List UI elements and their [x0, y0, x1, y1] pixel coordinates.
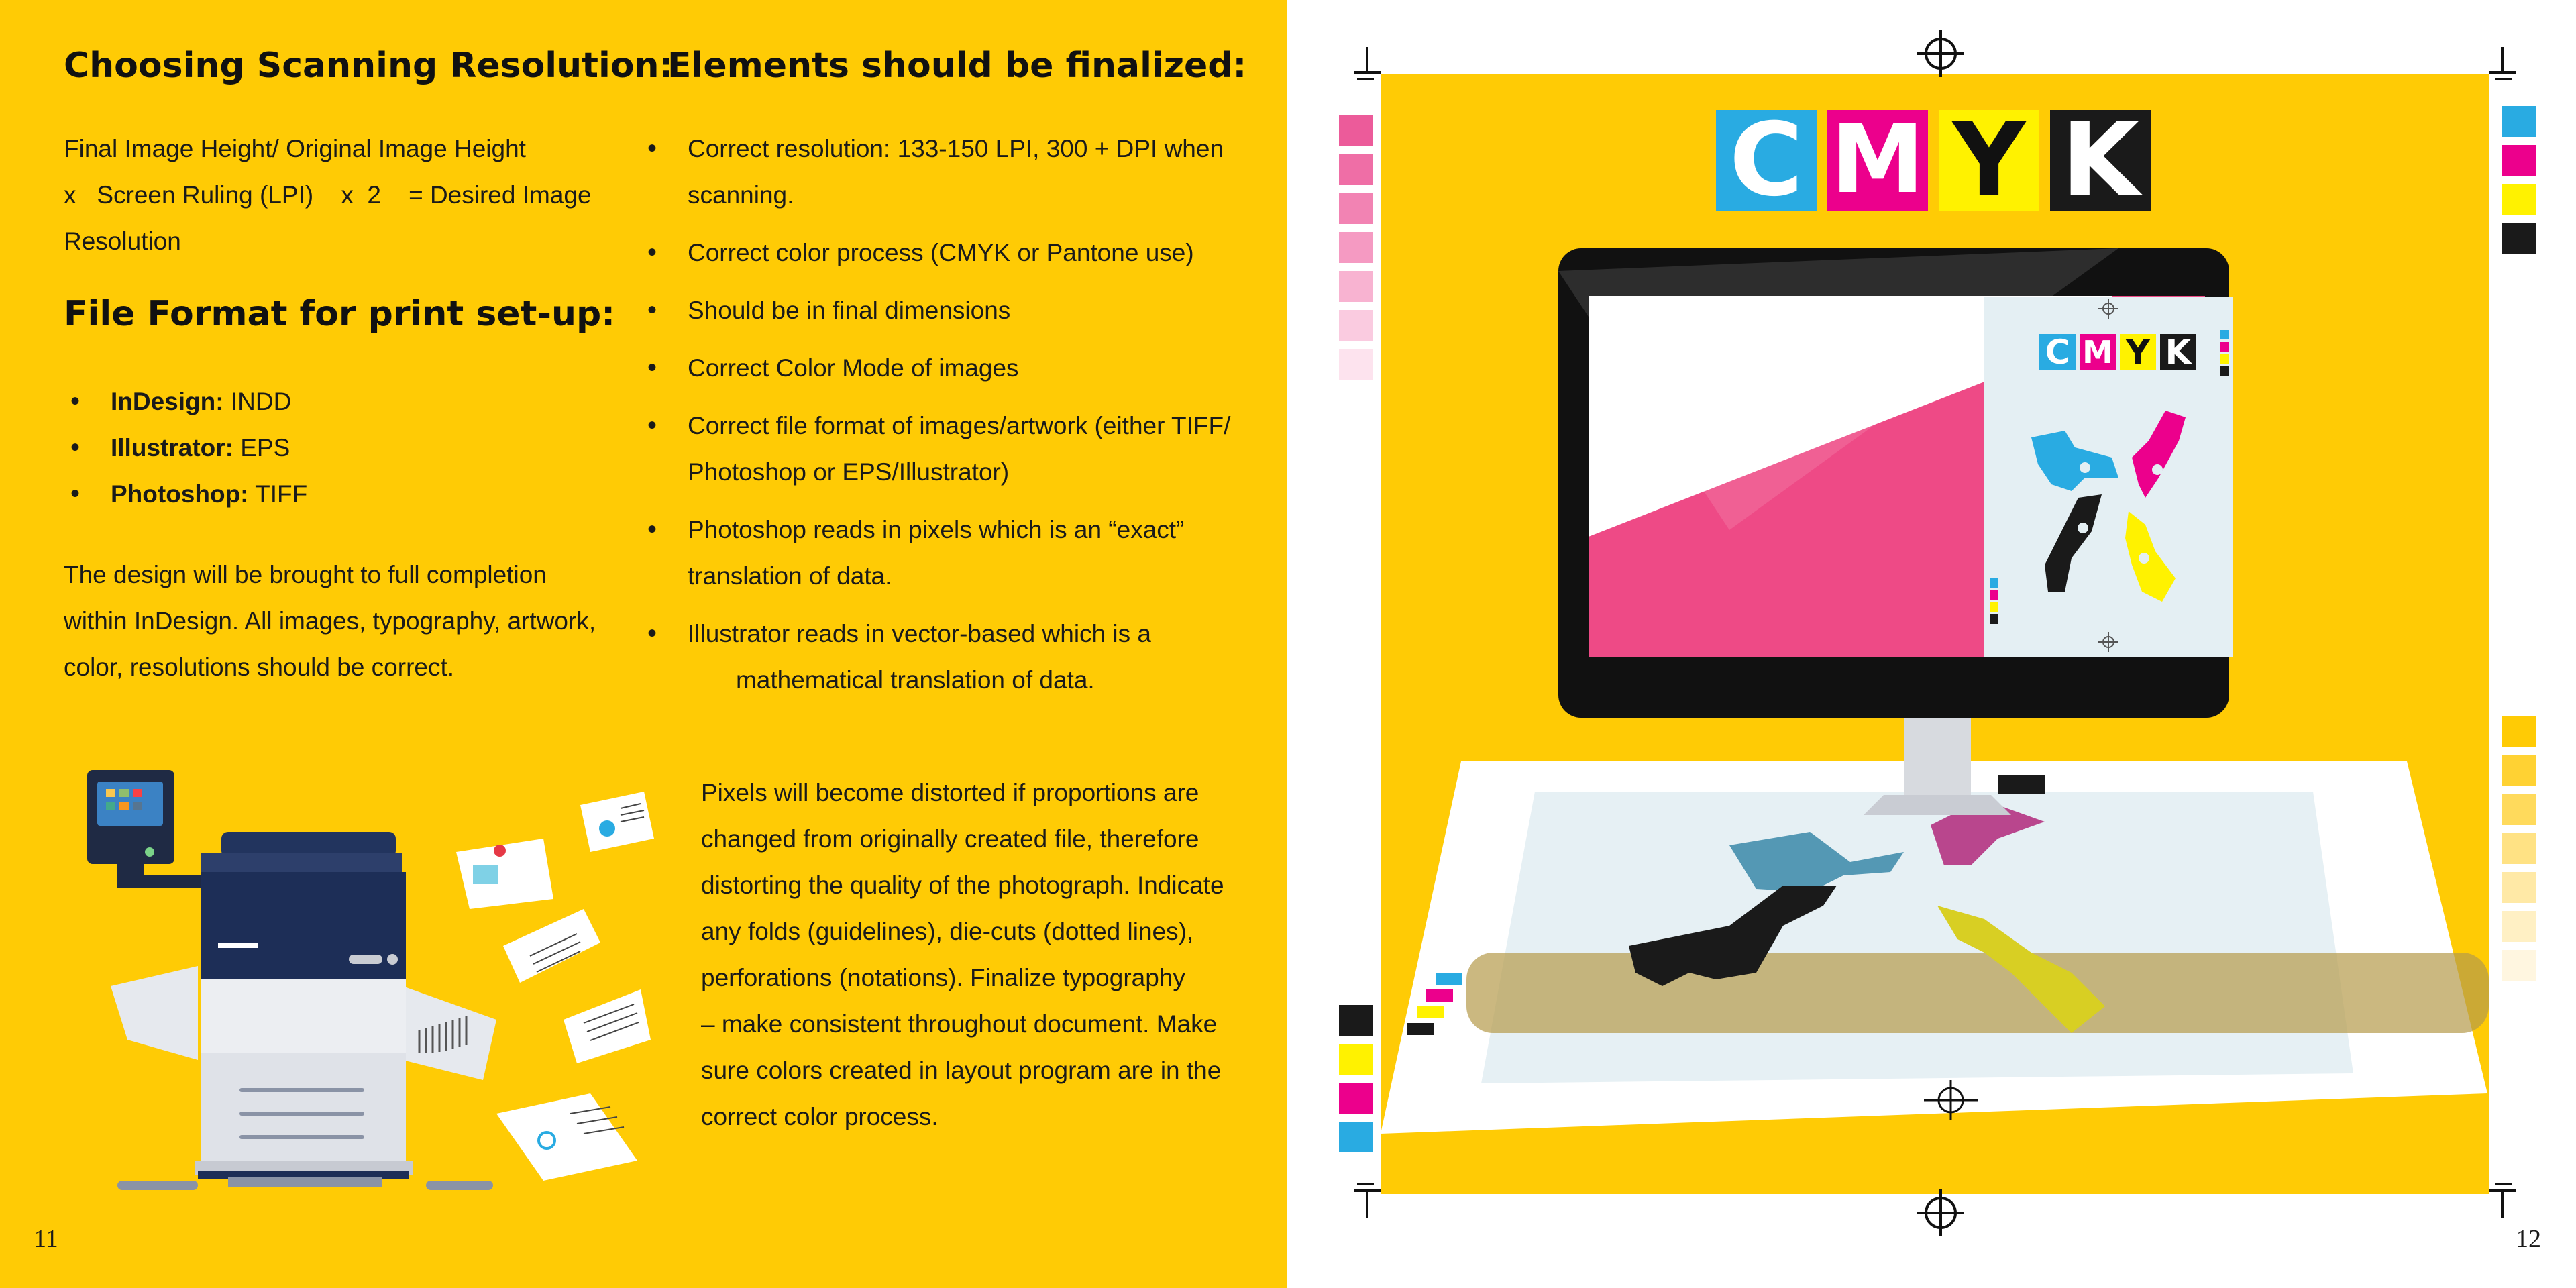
tile-c: C: [1716, 110, 1817, 211]
design-completion-paragraph: The design will be brought to full completion within InDesign. All images, typography, artwork, color, resolutions should be correct.: [64, 561, 596, 681]
list-item: • Illustrator reads in vector-based which is a mathematical translation of data.: [641, 610, 1265, 703]
list-item: • Correct file format of images/artwork (either TIFF/ Photoshop or EPS/Illustrator): [641, 402, 1265, 495]
finalized-heading: Elements should be finalized:: [667, 46, 1247, 86]
cmyk-title-tiles: [1716, 102, 2151, 219]
cmyk-strip-bottom-left: [1339, 1005, 1373, 1152]
pixels-distortion-paragraph: Pixels will become distorted if proportions are changed from originally created file, therefore distorting the quality of the photograph. Indicate any folds (guidelines), die-cuts (dotted lines), perforations (notations). Finalize typography – make consistent throughout document. Make sure colors created in layout program are in the correct color process.: [701, 779, 1224, 1130]
list-item: • Should be in final dimensions: [641, 287, 1265, 333]
pen-nib-black-icon: [2045, 494, 2102, 592]
registration-mark-bottom: [1917, 1189, 1964, 1236]
scanning-formula: [64, 125, 654, 264]
printer-illustration: [80, 765, 684, 1208]
list-item: • Illustrator: EPS: [64, 425, 307, 471]
list-item: • InDesign: INDD: [64, 378, 307, 425]
page-number-right: 12: [2516, 1225, 2541, 1253]
tile-m: M: [1827, 110, 1928, 211]
list-item: • Correct color process (CMYK or Pantone use): [641, 229, 1265, 276]
pen-nib-yellow-icon: [2125, 511, 2176, 602]
mini-cmyk-tiles: C M Y K: [2039, 334, 2196, 370]
list-item: • Photoshop reads in pixels which is an “exact” translation of data.: [641, 506, 1265, 599]
list-item: • Correct resolution: 133-150 LPI, 300 + DPI when scanning.: [641, 125, 1265, 218]
tile-k: K: [2050, 110, 2151, 211]
finalized-list: [641, 125, 1265, 703]
cmyk-strip-top-right: [2502, 106, 2536, 254]
pen-nib-icons: [1984, 297, 2233, 657]
yellow-tint-strip: [2502, 716, 2536, 981]
list-item: • Photoshop: TIFF: [64, 471, 307, 517]
list-item: • Correct Color Mode of images: [641, 345, 1265, 391]
flying-papers: [456, 792, 654, 1181]
magenta-tint-strip: [1339, 115, 1373, 380]
file-format-heading: File Format for print set-up:: [64, 294, 616, 334]
right-page: [1287, 0, 2576, 1288]
screen-artboard: [1984, 297, 2233, 657]
registration-mark-top: [1917, 30, 1964, 77]
page-number-left: 11: [34, 1225, 58, 1253]
formula-line: Resolution: [64, 227, 181, 255]
pen-nib-magenta-icon: [2132, 411, 2186, 498]
formula-line: x Screen Ruling (LPI) x 2 = Desired Image: [64, 181, 592, 209]
tile-y: Y: [1939, 110, 2039, 211]
monitor-illustration: [1381, 241, 2489, 832]
scanning-resolution-heading: Choosing Scanning Resolution:: [64, 46, 674, 86]
left-page: [0, 0, 1287, 1288]
file-format-list: [64, 378, 307, 517]
pen-nib-cyan-icon: [2031, 431, 2118, 491]
formula-line: Final Image Height/ Original Image Height: [64, 135, 526, 162]
